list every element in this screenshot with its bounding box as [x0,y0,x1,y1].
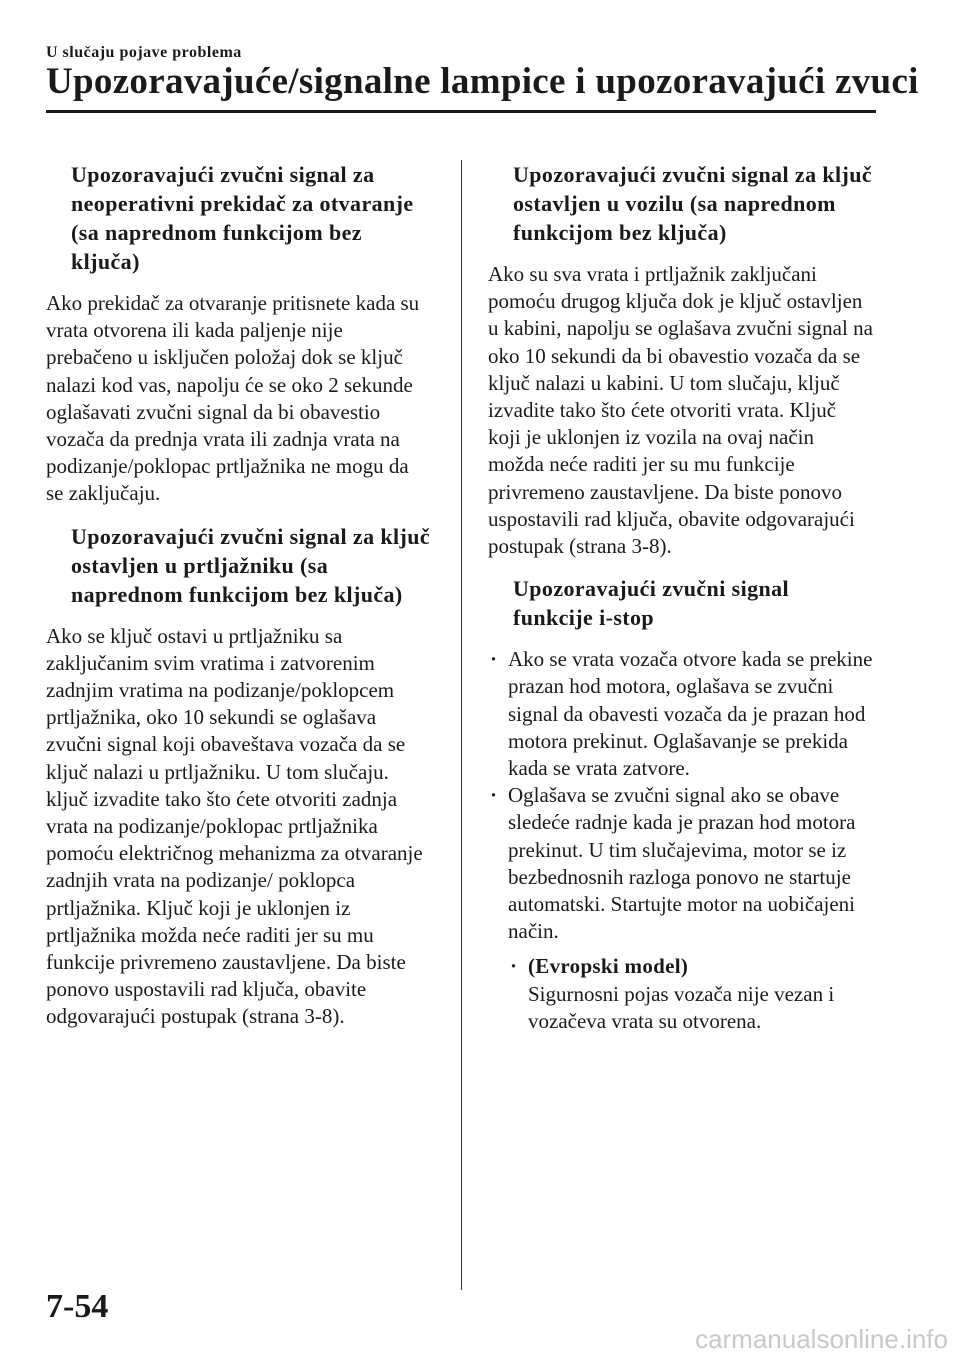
sub-item-title: (Evropski model) [528,954,689,979]
sub-item-text: Sigurnosni pojas vozača nije vezan i vozačeva vrata su otvorena. [528,981,835,1033]
list-item [488,782,873,945]
section-heading-istop: Upozoravajući zvučni signal funkcije i-stop [513,576,790,631]
column-divider [461,160,462,1290]
left-column [46,160,431,1045]
section-heading-key-in-vehicle: Upozoravajući zvučni signal za ključ ostavljen u vozilu (sa naprednom funkcijom bez ključa) [513,162,873,245]
section-body-key-in-trunk: Ako se ključ ostavi u prtljažniku sa zaključanim svim vratima i zatvorenim zadnjim vratima na podizanje/poklopcem prtljažnika, oko 10 sekundi se oglašava zvučni signal koji obaveštava vozača da se ključ nalazi u prtljažniku. U tom slučaju. ključ izvadite tako što ćete otvoriti zadnja vrata na podizanje/poklopac prtljažnika pomoću električnog mehanizma za otvaranje zadnjih vrata na podizanje/ poklopca prtljažnika. Ključ koji je uklonjen iz prtljažnika možda neće raditi jer su mu funkcije privremeno zaustavljene. Da biste ponovo uspostavili rad ključa, obavite odgovarajući postupak (strana 3-8). [46,623,423,1029]
section-body-switch-warning: Ako prekidač za otvaranje pritisnete kada su vrata otvorena ili kada paljenje nije prebačeno u isključen položaj dok se ključ nalazi kod vas, napolju će se oko 2 sekunde oglašavati zvučni signal da bi obavestio vozača da prednja vrata ili zadnja vrata na podizanje/poklopac prtljažnika ne mogu da se zaključaju. [46,291,420,506]
list-item-text: Oglašava se zvučni signal ako se obave sledeće radnje kada je prazan hod motora prekinut. U tim slučajevima, motor se iz bezbednosnih razloga ponovo ne startuje automatski. Startujte motor na uobičajeni način. [508,783,856,944]
list-item-text: Ako se vrata vozača otvore kada se prekine prazan hod motora, oglašava se zvučni signal da obavesti vozača da je prazan hod motora prekinut. Oglašavanje se prekida kada se vrata zatvore. [508,647,873,781]
section-heading-switch-warning: Upozoravajući zvučni signal za neoperativni prekidač za otvaranje (sa naprednom funkcijom bez ključa) [71,162,414,274]
section-heading-key-in-trunk: Upozoravajući zvučni signal za ključ ostavljen u prtljažniku (sa naprednom funkcijom bez ključa) [71,523,431,607]
list-item [488,646,873,782]
page-title: Upozoravajuće/signalne lampice i upozoravajući zvuci [46,61,919,102]
watermark: carmanualsonline.info [695,1324,948,1354]
title-rule [46,110,876,113]
section-body-key-in-vehicle: Ako su sva vrata i prtljažnik zaključani pomoću drugog ključa dok je ključ ostavljen u kabini, napolju se oglašava zvučni signal na oko 10 sekundi da bi obavestio vozača da se ključ nalazi u kabini. U tom slučaju, ključ izvadite tako što ćete otvoriti vrata. Ključ koji je uklonjen iz vozila na ovaj način možda neće raditi jer su mu funkcije privremeno zaustavljene. Da biste ponovo uspostavili rad ključa, obavite odgovarajući postupak (strana 3-8). [488,262,873,559]
right-column [488,160,873,1035]
bullet-icon: · [490,647,498,672]
sub-list-item [488,953,873,1035]
page-number: 7-54 [46,1288,109,1325]
bullet-icon: · [490,783,498,808]
bullet-icon: · [510,954,518,979]
chapter-label: U slučaju pojave problema [46,44,242,61]
